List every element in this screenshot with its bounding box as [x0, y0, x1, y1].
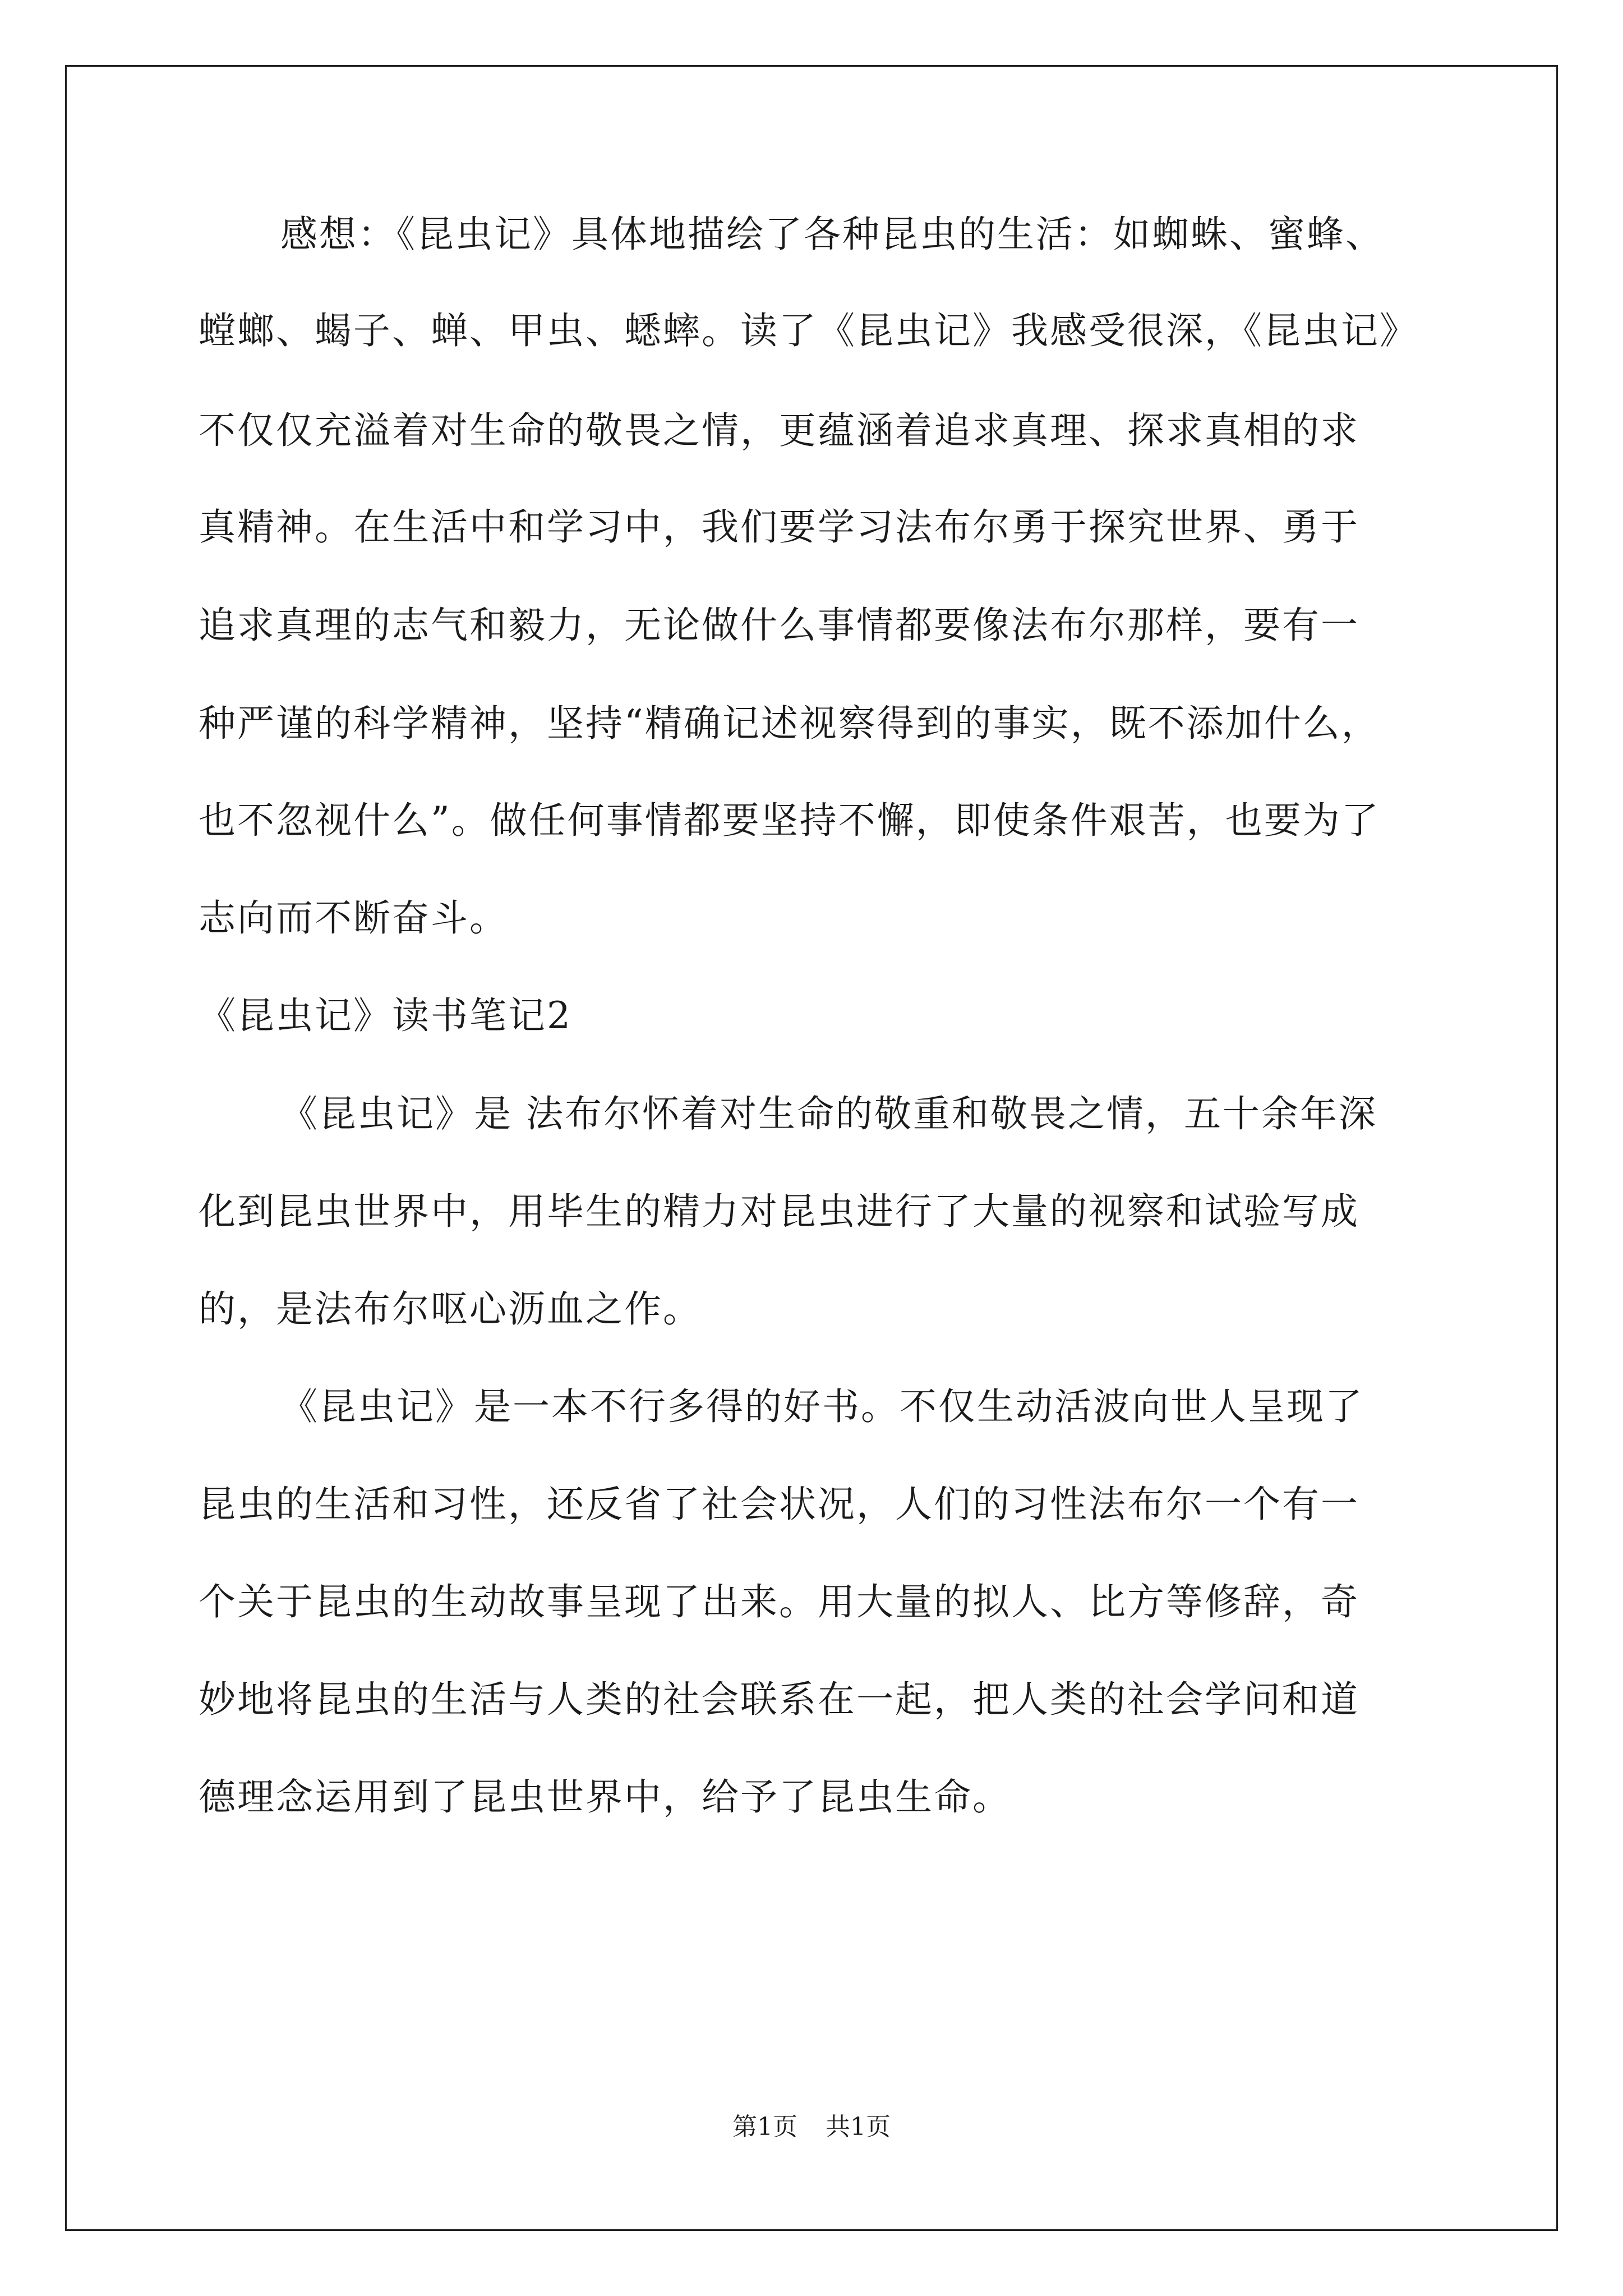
page-border — [65, 65, 1558, 2231]
text-line: 追求真理的志气和毅力，无论做什么事情都要像法布尔那样，要有一 — [199, 604, 1359, 647]
text-line: 志向而不断奋斗。 — [199, 896, 508, 940]
text-line: 的，是法布尔呕心沥血之作。 — [199, 1287, 702, 1331]
text-line: 德理念运用到了昆虫世界中，给予了昆虫生命。 — [199, 1775, 1011, 1819]
section-heading: 《昆虫记》读书笔记2 — [199, 994, 572, 1037]
text-line: 昆虫的生活和习性，还反省了社会状况，人们的习性法布尔一个有一 — [199, 1483, 1359, 1526]
page-number-total: 共1页 — [826, 2113, 891, 2141]
text-line: 螳螂、蝎子、蝉、甲虫、蟋蟀。读了《昆虫记》我感受很深，《昆虫记》 — [199, 309, 1418, 352]
page-number-current: 第1页 — [732, 2113, 797, 2141]
text-line: 《昆虫记》是 法布尔怀着对生命的敬重和敬畏之情，五十余年深 — [280, 1092, 1377, 1135]
page-footer — [0, 2110, 1623, 2144]
text-line: 《昆虫记》是一本不行多得的好书。不仅生动活波向世人呈现了 — [280, 1385, 1364, 1428]
text-line: 种严谨的科学精神，坚持“精确记述视察得到的事实，既不添加什么， — [199, 702, 1380, 745]
text-line: 个关于昆虫的生动故事呈现了出来。用大量的拟人、比方等修辞，奇 — [199, 1580, 1359, 1623]
text-line: 真精神。在生活中和学习中，我们要学习法布尔勇于探究世界、勇于 — [199, 505, 1359, 549]
text-line: 化到昆虫世界中，用毕生的精力对昆虫进行了大量的视察和试验写成 — [199, 1190, 1359, 1233]
text-line: 也不忽视什么”。做任何事情都要坚持不懈，即使条件艰苦，也要为了 — [199, 799, 1380, 842]
text-line: 妙地将昆虫的生活与人类的社会联系在一起，把人类的社会学问和道 — [199, 1678, 1359, 1721]
text-line: 不仅仅充溢着对生命的敬畏之情，更蕴涵着追求真理、探求真相的求 — [199, 409, 1359, 452]
text-line: 感想：《昆虫记》具体地描绘了各种昆虫的生活：如蜘蛛、蜜蜂、 — [280, 213, 1384, 256]
